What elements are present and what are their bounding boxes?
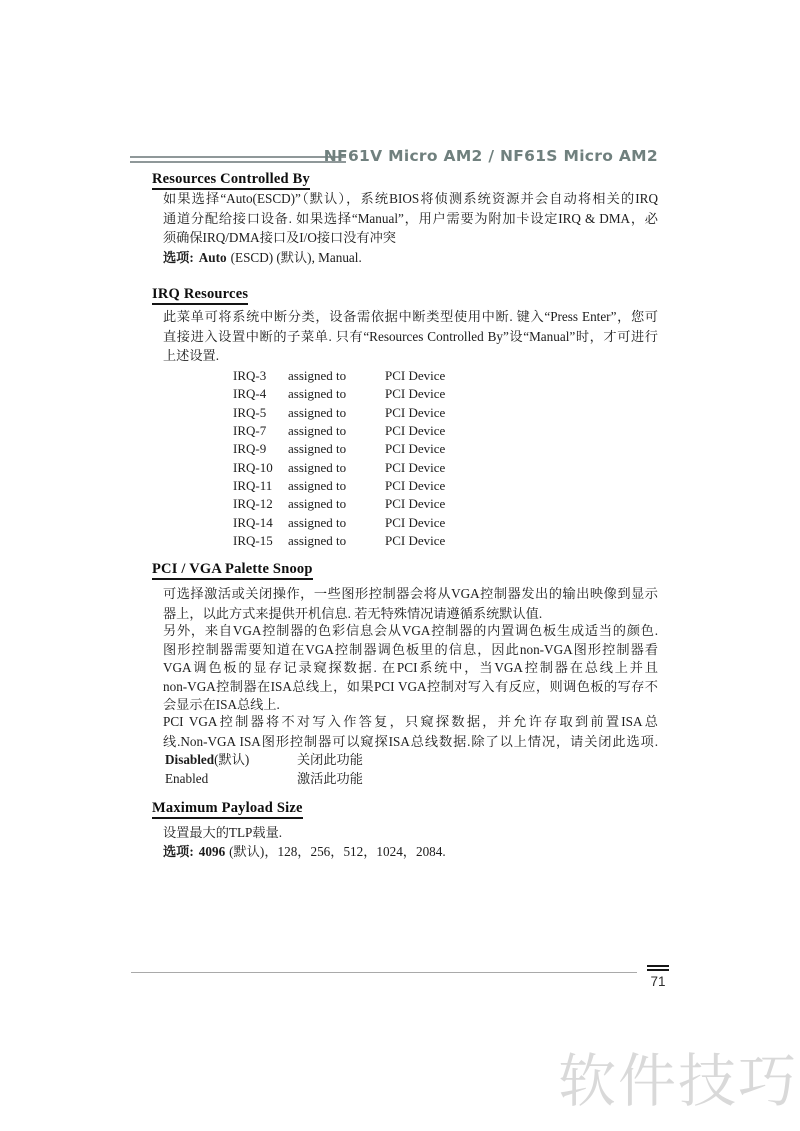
irq-name: IRQ-12 <box>233 496 273 512</box>
irq-name: IRQ-14 <box>233 514 273 530</box>
page-number: 71 <box>650 974 666 989</box>
irq-assigned-label: assigned to <box>288 404 347 420</box>
page-header-title: NF61V Micro AM2 / NF61S Micro AM2 <box>323 147 658 165</box>
paragraph-line: 另外，来自VGA控制器的色彩信息会从VGA控制器的内置调色板生成适当的颜色. <box>163 623 658 638</box>
table-row <box>233 477 445 495</box>
paragraph-line: 线.Non-VGA ISA图形控制器可以窥探ISA总线数据.除了以上情况，请关闭此选项. <box>163 733 658 749</box>
irq-name: IRQ-9 <box>233 441 267 457</box>
footer-rule <box>131 972 637 973</box>
irq-name: IRQ-3 <box>233 368 267 383</box>
table-row <box>233 495 445 513</box>
irq-device: PCI Device <box>385 478 446 494</box>
section-heading-text: Maximum Payload Size <box>152 800 303 819</box>
section-heading-text: IRQ Resources <box>152 286 248 305</box>
section-heading-resources-controlled-by <box>152 171 310 188</box>
paragraph-line: 此菜单可将系统中断分类，设备需依据中断类型使用中断. 键入“Press Enter”，您可 <box>163 309 658 324</box>
table-row <box>233 514 445 532</box>
irq-name: IRQ-10 <box>233 459 273 475</box>
irq-device: PCI Device <box>385 386 446 402</box>
irq-name: IRQ-4 <box>233 386 267 402</box>
options-line <box>163 842 658 861</box>
irq-assigned-label: assigned to <box>288 386 347 402</box>
irq-name: IRQ-7 <box>233 423 267 439</box>
irq-assigned-label: assigned to <box>288 368 347 383</box>
paragraph-line: 须确保IRQ/DMA接口及I/O接口没有冲突 <box>163 230 396 246</box>
irq-device: PCI Device <box>385 423 446 439</box>
paragraph-line: 通道分配给接口设备. 如果选择“Manual”，用户需要为附加卡设定IRQ & DMA，必 <box>163 210 658 226</box>
option-value-suffix: (默认) <box>214 752 250 767</box>
section-body-maximum-payload-size <box>163 823 658 862</box>
section-heading-text: Resources Controlled By <box>152 171 310 190</box>
table-row <box>233 385 445 403</box>
section-heading-pci-vga-palette-snoop <box>152 561 313 578</box>
irq-name: IRQ-5 <box>233 404 267 420</box>
options-label: 选项: <box>163 844 194 860</box>
irq-device: PCI Device <box>385 459 446 475</box>
irq-assigned-label: assigned to <box>288 533 347 549</box>
section-heading-maximum-payload-size <box>152 800 303 817</box>
irq-name: IRQ-15 <box>233 533 273 549</box>
options-default-value: Auto <box>198 249 227 265</box>
table-row <box>233 440 445 458</box>
footer-page-marker <box>647 965 669 971</box>
irq-device: PCI Device <box>385 441 446 457</box>
section-body-paragraph-1 <box>163 584 658 623</box>
option-value-description: 激活此功能 <box>297 771 363 787</box>
paragraph-line: 器上，以此方式来提供开机信息. 若无特殊情况请遵循系统默认值. <box>163 605 543 621</box>
option-value-name: Enabled <box>165 771 209 787</box>
section-body-resources-controlled-by <box>163 189 658 267</box>
table-row <box>233 422 445 440</box>
irq-assigned-label: assigned to <box>288 423 347 439</box>
options-rest: (默认)，128，256，512，1024，2084. <box>229 844 446 860</box>
option-value-row <box>165 769 660 788</box>
paragraph-line: 会显示在ISA总线上. <box>163 697 280 713</box>
options-label: 选项: <box>163 249 194 265</box>
watermark-text: 软件技巧 <box>558 1047 799 1115</box>
section-body-paragraph-2 <box>163 622 658 715</box>
options-rest: (ESCD) (默认), Manual. <box>230 249 362 265</box>
irq-name: IRQ-11 <box>233 478 273 494</box>
irq-assignment-table <box>233 367 445 550</box>
paragraph-line: 设置最大的TLP载量. <box>163 825 283 840</box>
option-value-description: 关闭此功能 <box>297 752 363 767</box>
paragraph-line: non-VGA控制器在ISA总线上，如果PCI VGA控制对写入有反应，则调色板的写存不 <box>163 678 658 694</box>
irq-device: PCI Device <box>385 404 446 420</box>
paragraph-line: VGA调色板的显存记录窥探数据. 在PCI系统中，当VGA控制器在总线上并且 <box>163 660 658 676</box>
table-row <box>233 459 445 477</box>
irq-device: PCI Device <box>385 514 446 530</box>
paragraph-line: 可选择激活或关闭操作，一些图形控制器会将从VGA控制器发出的输出映像到显示 <box>163 586 658 601</box>
table-row <box>233 367 445 385</box>
irq-device: PCI Device <box>385 368 446 383</box>
irq-assigned-label: assigned to <box>288 496 347 512</box>
paragraph-line: 直接进入设置中断的子菜单. 只有“Resources Controlled By”设“Manual”时，才可进行 <box>163 328 658 344</box>
options-line <box>163 248 658 268</box>
paragraph-line: PCI VGA控制器将不对写入作答复，只窥探数据，并允许存取到前置ISA总 <box>163 714 658 729</box>
option-value-row <box>165 750 660 769</box>
irq-assigned-label: assigned to <box>288 478 347 494</box>
paragraph-line: 如果选择“Auto(ESCD)”（默认），系统BIOS将侦测系统资源并会自动将相关的IRQ <box>163 191 658 206</box>
section-heading-text: PCI / VGA Palette Snoop <box>152 561 313 580</box>
irq-assigned-label: assigned to <box>288 459 347 475</box>
irq-assigned-label: assigned to <box>288 514 347 530</box>
irq-device: PCI Device <box>385 533 446 549</box>
section-body-paragraph-3 <box>163 712 658 752</box>
options-default-value: 4096 <box>198 844 226 860</box>
table-row <box>233 532 445 550</box>
paragraph-line: 上述设置. <box>163 348 220 364</box>
option-value-name: Disabled <box>165 752 215 767</box>
option-value-list <box>165 750 660 788</box>
irq-assigned-label: assigned to <box>288 441 347 457</box>
section-body-irq-resources <box>163 307 658 366</box>
section-heading-irq-resources <box>152 286 248 303</box>
irq-device: PCI Device <box>385 496 446 512</box>
paragraph-line: 图形控制器需要知道在VGA控制器调色板里的信息，因此non-VGA图形控制器看 <box>163 641 658 657</box>
table-row <box>233 404 445 422</box>
